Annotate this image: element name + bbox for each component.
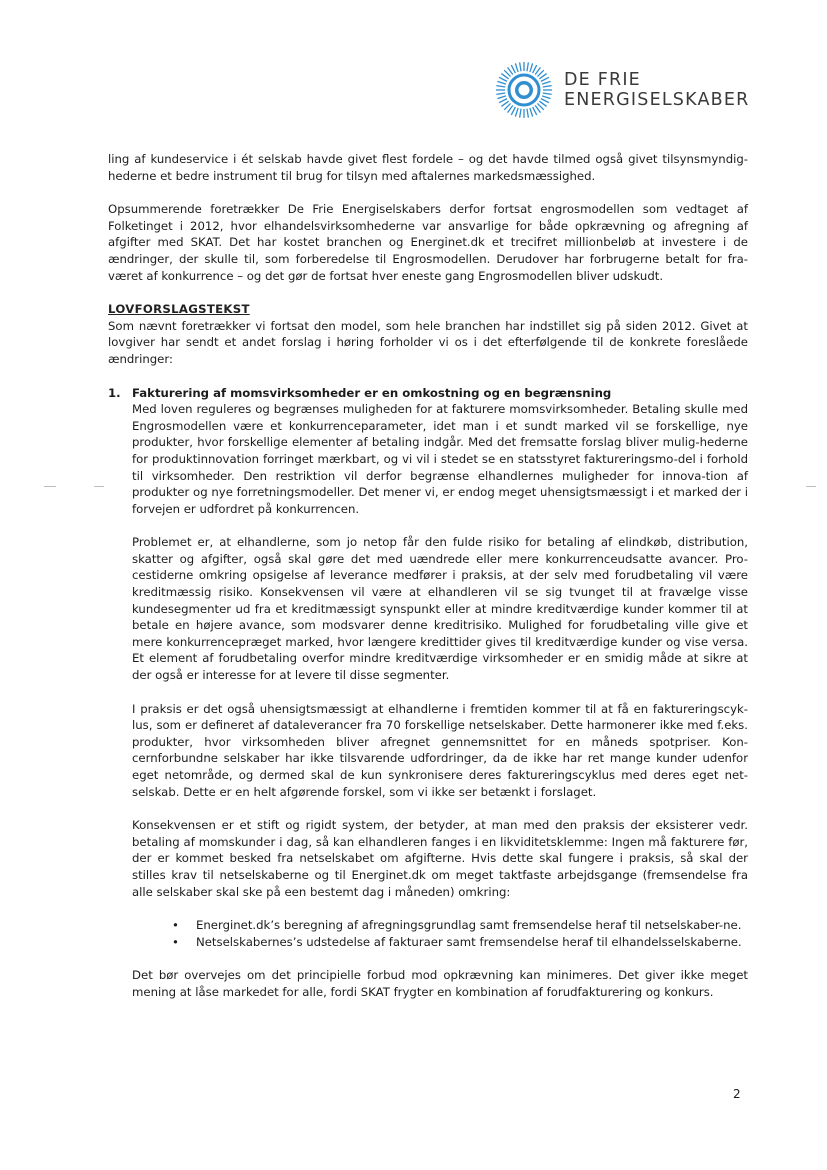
- section-intro: Som nævnt foretrækker vi fortsat den model, som hele branchen har indstillet sig på siden 2012. Givet at lovgiver har sendt et andet forslag i høring forholder vi os i det efterfølgende til de konkrete foreslåede ændringer:: [108, 318, 748, 366]
- section-heading: LOVFORSLAGSTEKST: [108, 302, 250, 317]
- paragraph: I praksis er det også uhensigtsmæssigt at elhandlerne i fremtiden kommer til at få en faktureringscyk-lus, som er defineret af dataleverancer fra 70 forskellige netselskaber. Dette harmonerer ikke med f.eks. produkter, hvor virksomheden bliver afregnet gennemsnittet for en måneds spotpriser. Kon-cernforbundne selskaber har ikke tilsvarende udfordringer, da de ikke har ret mange kunder udenfor eget netområde, og dermed skal de kun synkronisere deres faktureringscyklus med deres eget net-selskab. Dette er en helt afgørende forskel, som vi ikke ser betænkt i forslaget.: [132, 701, 748, 799]
- logo-line-2: ENERGISELSKABER: [564, 90, 750, 110]
- item-title: Fakturering af momsvirksomheder er en omkostning og en begrænsning: [132, 385, 612, 400]
- paragraph: Konsekvensen er et stift og rigidt system, der betyder, at man med den praksis der eksisterer vedr. betaling af momskunder i dag, så kan elhandleren fanges i en likviditetsklemme: Ingen må fakturere før, der er kommet besked fra netselskabet om afgifterne. Hvis dette skal fungere i praksis, så skal der stilles krav til netselskaberne og til Energinet.dk om meget taktfaste arbejdsgange (fremsendelse fra alle selskaber skal ske på een bestemt dag i måneden) omkring:: [132, 818, 748, 899]
- company-logo: [494, 60, 749, 120]
- list-item-text: Energinet.dk’s beregning af afregningsgrundlag samt fremsendelse heraf til netselskaber-ne.: [196, 918, 742, 933]
- paragraph: Det bør overvejes om det principielle forbud mod opkrævning kan minimeres. Det giver ikke meget mening at låse markedet for alle, fordi SKAT frygter en kombination af forudfakturering og konkurs.: [132, 968, 748, 999]
- logo-line-1: DE FRIE: [564, 70, 641, 90]
- item-number: 1.: [108, 385, 121, 400]
- list-item: [172, 917, 748, 934]
- scan-mark: [806, 486, 816, 487]
- logo-wordmark: [564, 70, 749, 110]
- list-item-text: Netselskabernes’s udstedelse af fakturaer samt fremsendelse heraf til elhandelsselskaberne.: [196, 934, 742, 949]
- paragraph: Opsummerende foretrækker De Frie Energiselskabers derfor fortsat engrosmodellen som vedtaget af Folketinget i 2012, hvor elhandelsvirksomhederne var ansvarlige for både opkrævning og afregning af afgifter med SKAT. Det har kostet branchen og Energinet.dk et trecifret millionbeløb at investere i de ændringer, der skulle til, som forberedelse til Engrosmodellen. Derudover har forbrugerne betalt for fra-været af konkurrence – og det gør de fortsat hver eneste gang Engrosmodellen bliver udskudt.: [108, 202, 748, 283]
- document-body: [108, 151, 748, 1001]
- bullet-list: [132, 917, 748, 950]
- bullet-symbol: •: [172, 934, 179, 949]
- scan-mark: [44, 486, 56, 487]
- numbered-item: [108, 385, 748, 1001]
- paragraph: Problemet er, at elhandlerne, som jo netop får den fulde risiko for betaling af elindkøb, distribution, skatter og afgifter, også skal gøre det med uændrede eller mere konkurrenceudsatte avancer. Pro-cestiderne omkring opsigelse af leverance medfører i praksis, at der selv med forudbetaling vil være kreditmæssig risiko. Konsekvensen vil være at elhandleren vil se sig tvunget til at fravælge visse kundesegmenter ud fra et kreditmæssigt synspunkt eller at mindre kreditværdige kunder kommer til at betale en højere avance, som modsvarer denne kreditrisiko. Mulighed for forudbetaling ville give et mere konkurrencepræget marked, hvor længere kredittider gives til kreditværdige kunder og vise versa. Et element af forudbetaling overfor mindre kreditværdige virksomheder er en smidig måde at sikre at der også er interesse for at levere til disse segmenter.: [132, 535, 748, 683]
- scan-mark: [94, 486, 104, 487]
- bullet-symbol: •: [172, 918, 179, 933]
- paragraph: ling af kundeservice i ét selskab havde givet flest fordele – og det havde tilmed også givet tilsynsmyndig-hederne et bedre instrument til brug for tilsyn med aftalernes markedsmæssighed.: [108, 152, 748, 183]
- sun-rings-icon: [494, 60, 554, 120]
- list-item: [172, 934, 748, 951]
- paragraph: Med loven reguleres og begrænses muligheden for at fakturere momsvirksomheder. Betaling skulle med Engrosmodellen være et konkurrenceparameter, idet man i et sundt marked vil se forskellige, nye produkter, hvor forskellige elementer af betaling indgår. Med det fremsatte forslag bliver mulig-hederne for produktinnovation forringet mærkbart, og vi vil i stedet se en statsstyret faktureringsmo-del i forhold til virksomheder. Den restriktion vil derfor begrænse elhandlernes muligheder for innova-tion af produkter og nye forretningsmodeller. Det mener vi, er endog meget uhensigtsmæssigt i et marked der i forvejen er udfordret på konkurrencen.: [132, 402, 748, 516]
- page-number: 2: [733, 1087, 741, 1101]
